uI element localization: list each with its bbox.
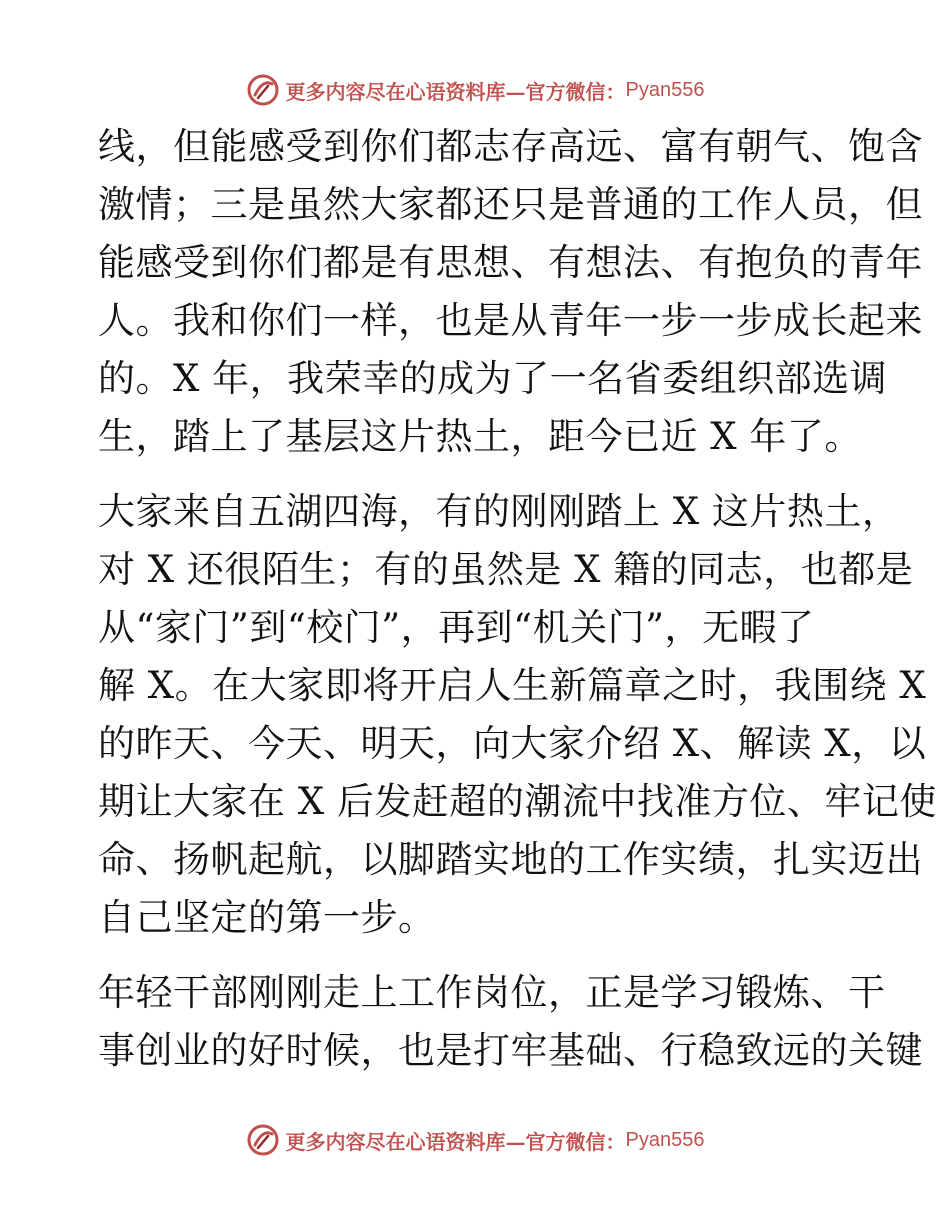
paragraph [98, 964, 923, 1080]
text-line: 的。X 年，我荣幸的成为了一名省委组织部选调 [98, 357, 888, 400]
footer-banner [0, 1120, 950, 1160]
header-banner-text: 更多内容尽在心语资料库—官方微信： [285, 79, 626, 104]
header-banner [0, 70, 950, 110]
text-line: 解 X。在大家即将开启人生新篇章之时，我围绕 X [98, 664, 927, 707]
text-line: 命、扬帆起航，以脚踏实地的工作实绩，扎实迈出 [98, 838, 923, 881]
text-line: 自己坚定的第一步。 [98, 896, 436, 939]
text-line: 事创业的好时候，也是打牢基础、行稳致远的关键 [98, 1029, 923, 1072]
text-line: 生，踏上了基层这片热土，距今已近 X 年了。 [98, 415, 862, 458]
paragraph [98, 483, 937, 947]
text-line: 大家来自五湖四海，有的刚刚踏上 X 这片热土， [98, 490, 900, 533]
header-banner-wechat-id: Pyan556 [625, 78, 705, 101]
text-line: 对 X 还很陌生；有的虽然是 X 籍的同志，也都是 [98, 548, 914, 591]
logo-icon [246, 1123, 280, 1157]
text-line: 的昨天、今天、明天，向大家介绍 X、解读 X，以 [98, 722, 927, 765]
text-line: 从“家门”到“校门”，再到“机关门”，无暇了 [98, 606, 815, 649]
footer-banner-wechat-id: Pyan556 [625, 1128, 705, 1151]
logo-icon [246, 73, 280, 107]
text-line: 人。我和你们一样，也是从青年一步一步成长起来 [98, 299, 923, 342]
text-line: 年轻干部刚刚走上工作岗位，正是学习锻炼、干 [98, 971, 886, 1014]
document-body [98, 118, 937, 1080]
text-line: 线，但能感受到你们都志存高远、富有朝气、饱含 [98, 125, 923, 168]
paragraph [98, 118, 923, 466]
text-line: 能感受到你们都是有思想、有想法、有抱负的青年 [98, 241, 923, 284]
footer-banner-text: 更多内容尽在心语资料库—官方微信： [285, 1129, 626, 1154]
text-line: 期让大家在 X 后发赶超的潮流中找准方位、牢记使 [98, 780, 937, 823]
text-line: 激情；三是虽然大家都还只是普通的工作人员，但 [98, 183, 923, 226]
